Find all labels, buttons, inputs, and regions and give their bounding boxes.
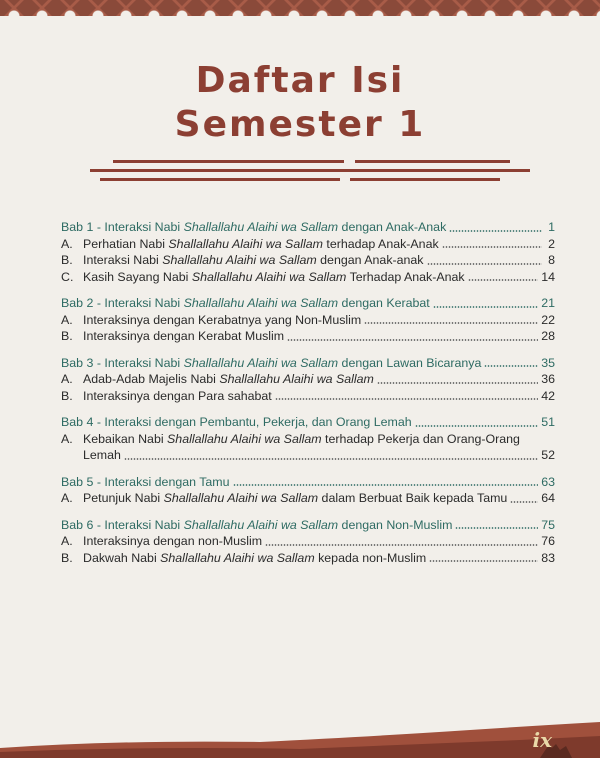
page-number: 1 bbox=[548, 220, 555, 234]
subsection-text: Interaksinya dengan non-Muslim bbox=[83, 534, 263, 548]
page-number: 83 bbox=[541, 550, 555, 565]
subsection-letter: A. bbox=[61, 312, 73, 327]
toc-subsection-continuation bbox=[61, 447, 555, 464]
subsection-letter: B. bbox=[61, 388, 73, 403]
dot-leader bbox=[510, 501, 538, 503]
chapter-gap bbox=[61, 285, 555, 295]
chapter-title-text: Bab 3 - Interaksi Nabi bbox=[61, 355, 184, 370]
toc-subsection-entry bbox=[61, 490, 555, 507]
chapter-title bbox=[61, 355, 481, 372]
page-number: 21 bbox=[541, 296, 555, 310]
chapter-title bbox=[61, 517, 452, 534]
dot-leader bbox=[433, 306, 538, 308]
subsection-title bbox=[61, 490, 507, 507]
page-number: 51 bbox=[541, 415, 555, 429]
subsection-text: Terhadap Anak-Anak bbox=[346, 269, 465, 284]
page-number: 2 bbox=[548, 236, 555, 251]
subsection-text: kepada non-Muslim bbox=[314, 550, 427, 565]
subsection-italic: Shallallahu Alaihi wa Sallam bbox=[167, 431, 322, 446]
chapter-gap bbox=[61, 345, 555, 355]
toc-subsection-entry bbox=[61, 388, 555, 405]
chapter-title bbox=[61, 295, 430, 312]
dot-leader bbox=[415, 425, 539, 427]
page-number: 76 bbox=[541, 534, 555, 548]
subsection-text: Interaksinya dengan Kerabatnya yang Non-Muslim bbox=[83, 312, 362, 327]
subsection-italic: Shallallahu Alaihi wa Sallam bbox=[168, 236, 323, 251]
page-number: 36 bbox=[541, 372, 555, 386]
chapter-title-italic: Shallallahu Alaihi wa Sallam bbox=[183, 517, 339, 532]
subsection-letter: A. bbox=[61, 431, 73, 446]
subsection-text: terhadap Pekerja dan Orang-Orang bbox=[321, 431, 520, 446]
subsection-title bbox=[61, 312, 361, 329]
top-decorative-band bbox=[0, 0, 600, 16]
chapter-title-text: dengan Lawan Bicaranya bbox=[338, 355, 482, 370]
toc-subsection-entry bbox=[61, 269, 555, 286]
subsection-title bbox=[61, 431, 520, 448]
chapter-title bbox=[61, 219, 446, 236]
page-title: Daftar Isi bbox=[195, 60, 405, 101]
subsection-text: terhadap Anak-Anak bbox=[322, 236, 439, 251]
subsection-text: Interaksinya dengan Kerabat Muslim bbox=[83, 329, 285, 343]
page-number: 22 bbox=[541, 312, 555, 327]
page-number: 28 bbox=[541, 329, 555, 343]
dot-leader bbox=[233, 484, 539, 486]
subsection-text: Lemah bbox=[83, 448, 121, 462]
chapter-title-text: dengan Anak-Anak bbox=[338, 220, 447, 234]
page-subtitle: Semester 1 bbox=[174, 104, 426, 145]
chapter-title bbox=[61, 414, 412, 431]
toc-chapter-entry bbox=[61, 295, 555, 312]
subsection-italic: Shallallahu Alaihi wa Sallam bbox=[162, 253, 317, 267]
subsection-letter: A. bbox=[61, 534, 73, 548]
subsection-letter: B. bbox=[61, 253, 73, 267]
subsection-title bbox=[61, 533, 262, 550]
toc-chapter-entry bbox=[61, 474, 555, 491]
chapter-title-italic: Shallallahu Alaihi wa Sallam bbox=[183, 296, 339, 310]
toc-chapter-entry bbox=[61, 219, 555, 236]
subsection-text: dengan Anak-anak bbox=[316, 253, 424, 267]
chapter-title bbox=[61, 474, 230, 491]
page-number: 75 bbox=[541, 517, 555, 532]
subsection-title bbox=[61, 236, 439, 253]
chapter-gap bbox=[61, 464, 555, 474]
dot-leader bbox=[484, 365, 538, 367]
chapter-title-italic: Shallallahu Alaihi wa Sallam bbox=[183, 355, 339, 370]
subsection-italic: Shallallahu Alaihi wa Sallam bbox=[191, 269, 347, 284]
dot-leader bbox=[427, 263, 542, 265]
subsection-italic: Shallallahu Alaihi wa Sallam bbox=[160, 550, 315, 565]
dot-leader bbox=[468, 279, 539, 281]
dot-leader bbox=[449, 230, 542, 232]
toc-chapter-entry bbox=[61, 355, 555, 372]
chapter-title-text: Bab 4 - Interaksi dengan Pembantu, Pekerja, dan Orang Lemah bbox=[61, 415, 412, 429]
subsection-text: Interaksi Nabi bbox=[83, 253, 163, 267]
page-number: 14 bbox=[541, 269, 555, 284]
subsection-text: Perhatian Nabi bbox=[83, 236, 169, 251]
subsection-title bbox=[61, 371, 374, 388]
dot-leader bbox=[455, 527, 538, 529]
dot-leader bbox=[442, 246, 542, 248]
toc-subsection-entry bbox=[61, 312, 555, 329]
toc-subsection-entry bbox=[61, 550, 555, 567]
dot-leader bbox=[265, 544, 538, 546]
subsection-text: Interaksinya dengan Para sahabat bbox=[83, 388, 272, 403]
dot-leader bbox=[124, 458, 538, 460]
subsection-letter: B. bbox=[61, 329, 73, 343]
subsection-text: Petunjuk Nabi bbox=[83, 491, 164, 505]
chapter-title-text: dengan Non-Muslim bbox=[338, 517, 453, 532]
chapter-title-text: Bab 1 - Interaksi Nabi bbox=[61, 220, 184, 234]
toc-subsection-entry bbox=[61, 236, 555, 253]
subsection-letter: A. bbox=[61, 372, 73, 386]
subsection-title bbox=[61, 328, 284, 345]
subsection-text: Kebaikan Nabi bbox=[83, 431, 168, 446]
subsection-text: dalam Berbuat Baik kepada Tamu bbox=[318, 491, 508, 505]
toc-subsection-entry bbox=[61, 252, 555, 269]
toc-subsection-entry bbox=[61, 431, 555, 448]
subsection-letter: B. bbox=[61, 550, 73, 565]
subsection-title bbox=[61, 269, 465, 286]
subsection-title bbox=[61, 388, 272, 405]
chapter-title-text: Bab 5 - Interaksi dengan Tamu bbox=[61, 474, 230, 489]
toc-subsection-entry bbox=[61, 328, 555, 345]
subsection-text: Adab-Adab Majelis Nabi bbox=[83, 372, 220, 386]
table-of-contents bbox=[61, 219, 555, 566]
bottom-decorative-band bbox=[0, 722, 600, 758]
chapter-title-italic: Shallallahu Alaihi wa Sallam bbox=[183, 220, 339, 234]
dot-leader bbox=[377, 382, 538, 384]
page-number: 8 bbox=[548, 253, 555, 267]
subsection-text: Kasih Sayang Nabi bbox=[83, 269, 192, 284]
chapter-title-text: Bab 2 - Interaksi Nabi bbox=[61, 296, 184, 310]
subsection-letter: A. bbox=[61, 236, 73, 251]
subsection-title bbox=[61, 252, 424, 269]
chapter-gap bbox=[61, 507, 555, 517]
subsection-letter: C. bbox=[61, 269, 74, 284]
chapter-gap bbox=[61, 404, 555, 414]
dot-leader bbox=[364, 322, 538, 324]
chapter-title-text: dengan Kerabat bbox=[338, 296, 430, 310]
subsection-italic: Shallallahu Alaihi wa Sallam bbox=[163, 491, 319, 505]
toc-chapter-entry bbox=[61, 517, 555, 534]
dot-leader bbox=[287, 339, 538, 341]
page-number: 63 bbox=[541, 474, 555, 489]
chapter-title-text: Bab 6 - Interaksi Nabi bbox=[61, 517, 184, 532]
subsection-text: Dakwah Nabi bbox=[83, 550, 161, 565]
subsection-letter: A. bbox=[61, 491, 73, 505]
toc-subsection-entry bbox=[61, 533, 555, 550]
toc-subsection-entry bbox=[61, 371, 555, 388]
page-number: 42 bbox=[541, 388, 555, 403]
toc-chapter-entry bbox=[61, 414, 555, 431]
page-number: 64 bbox=[541, 491, 555, 505]
page-number: 35 bbox=[541, 355, 555, 370]
dot-leader bbox=[429, 560, 538, 562]
page-number: 52 bbox=[541, 448, 555, 462]
publisher-logo: ix bbox=[532, 728, 552, 752]
dot-leader bbox=[275, 398, 538, 400]
subsection-italic: Shallallahu Alaihi wa Sallam bbox=[219, 372, 374, 386]
subsection-title bbox=[61, 550, 426, 567]
